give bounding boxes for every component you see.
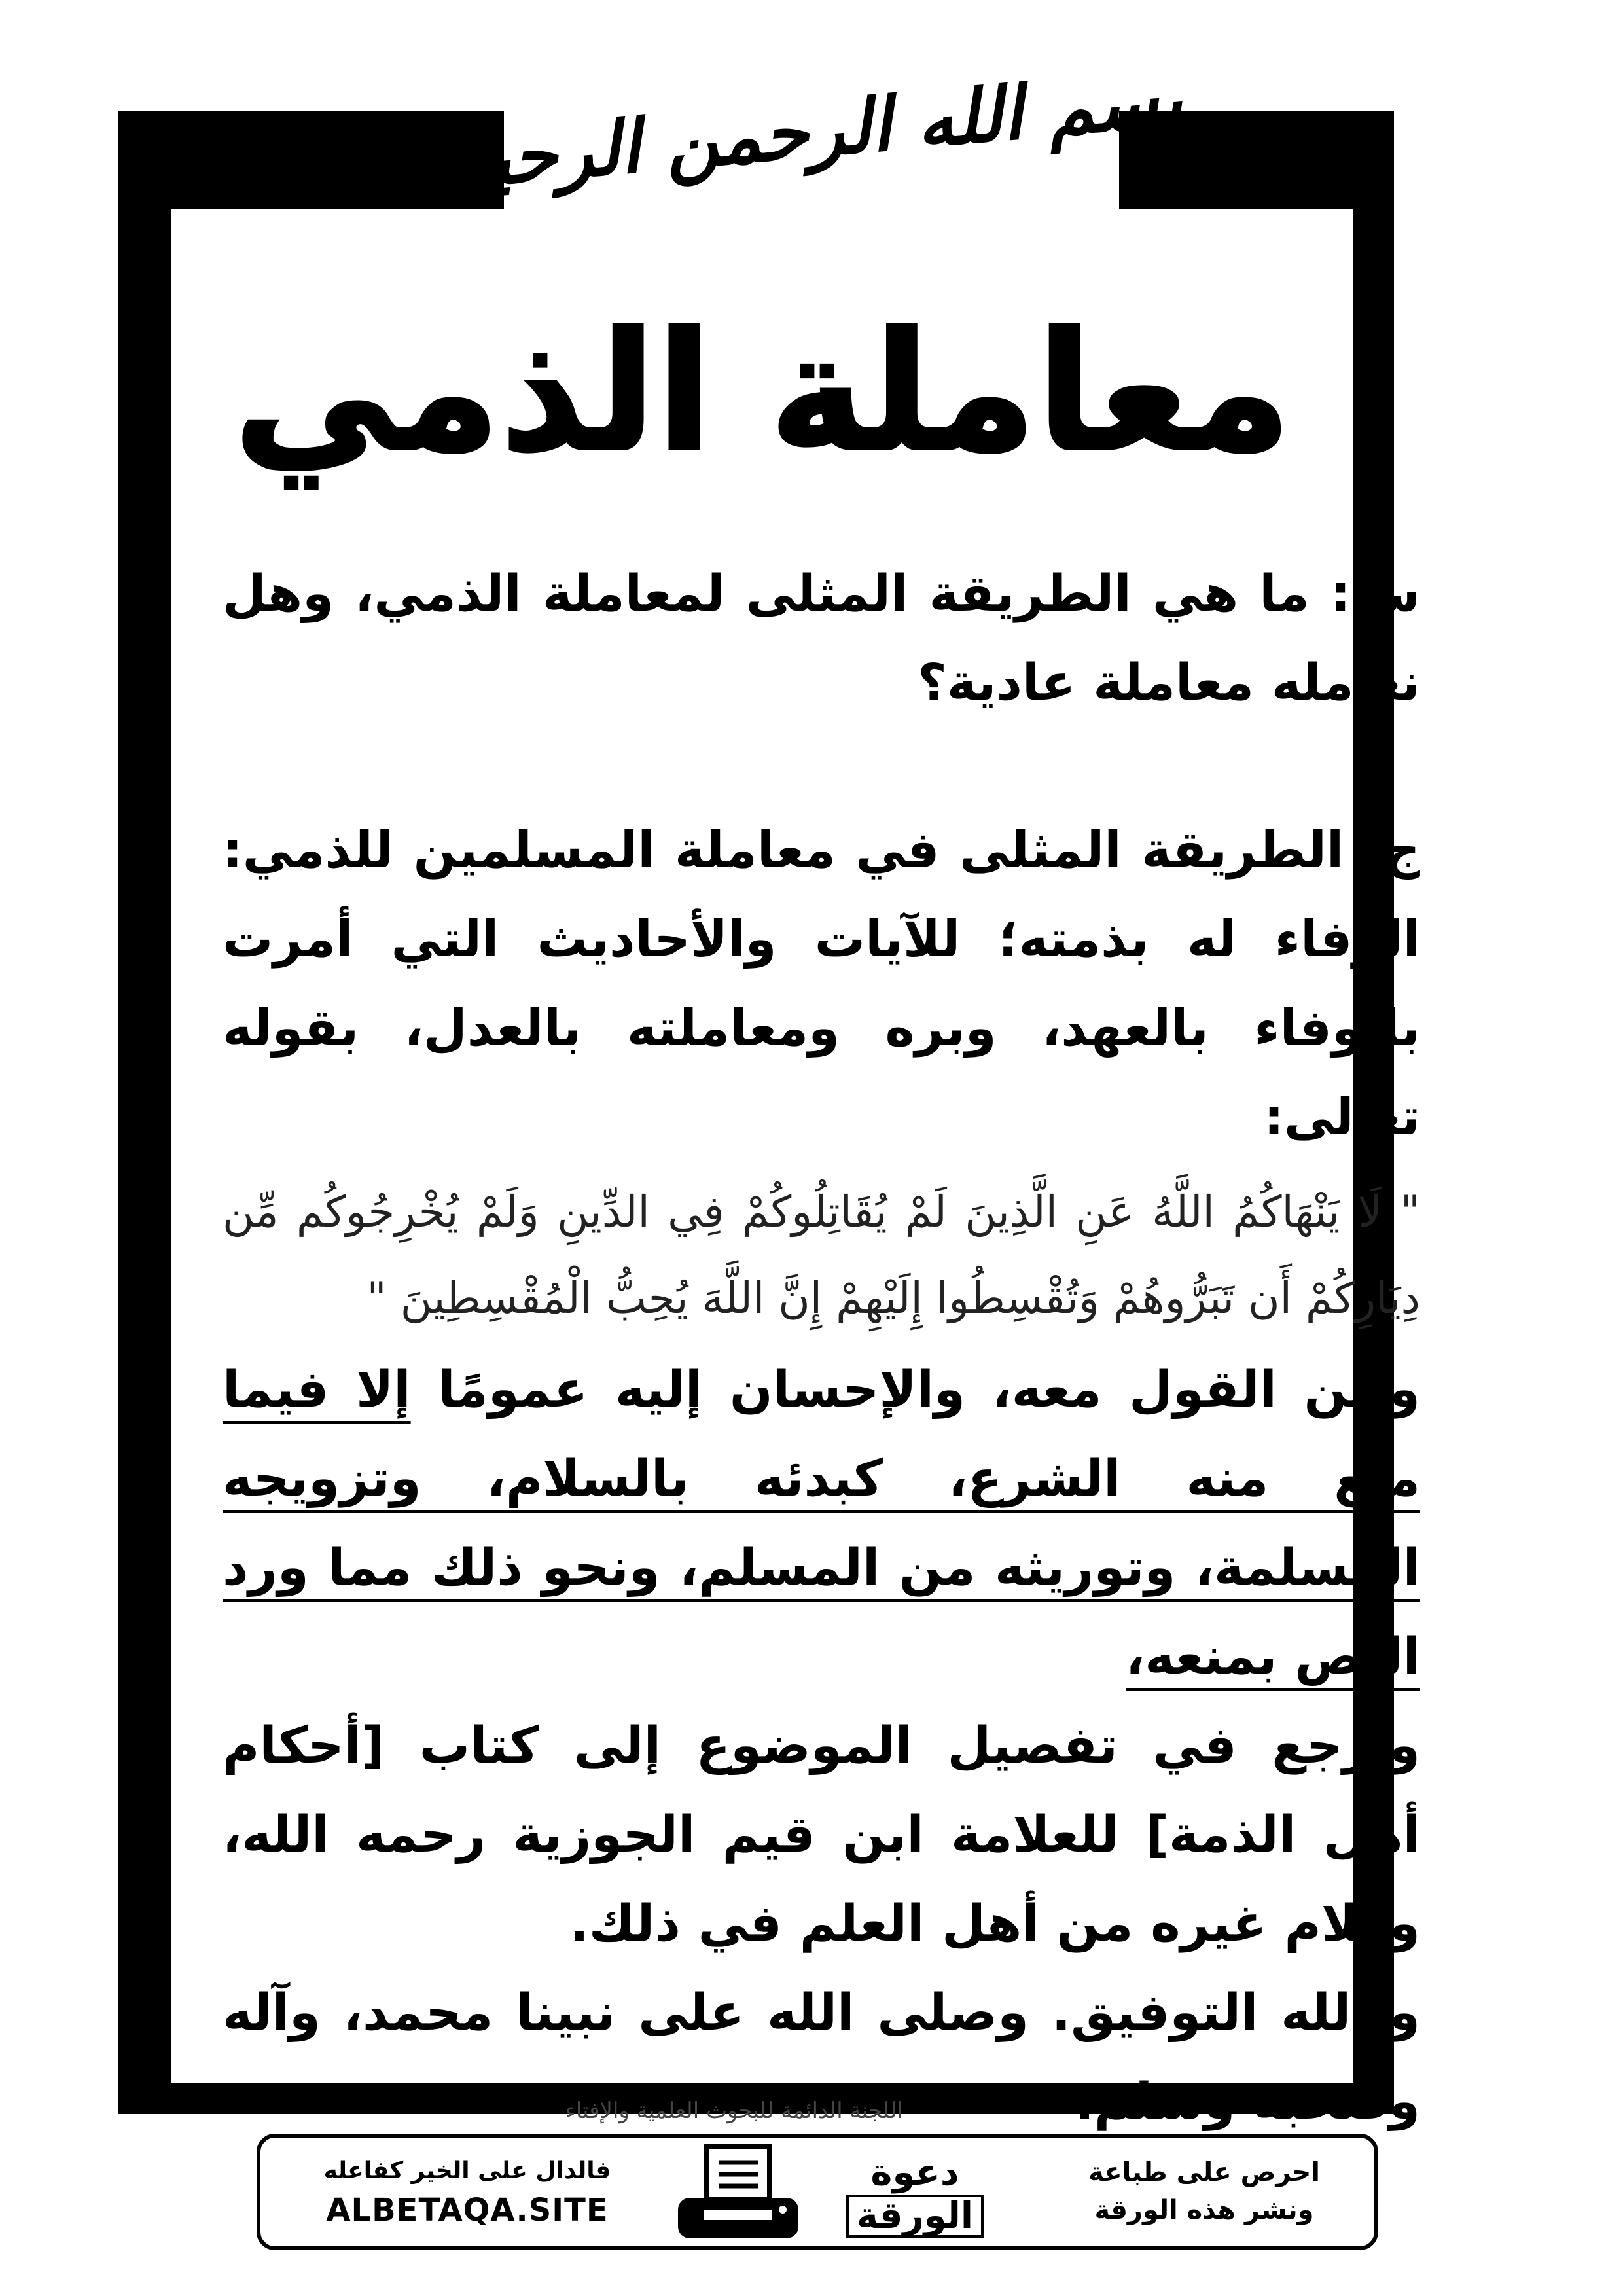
signature: اللجنة الدائمة للبحوث العلمية والإفتاء [565,2098,903,2124]
print-note-line1: احرص على طباعة [1088,2157,1320,2187]
answer-conduct [223,1346,1420,1702]
paragraph-gap [223,728,1420,806]
dawah-logo [836,2142,993,2248]
printer-icon [673,2144,804,2249]
page-title: معاملة الذمي [233,297,1292,488]
print-note-line2: ونشر هذه الورقة [1094,2195,1314,2225]
answer-exception: إلا فيما منع منه الشرع، كبدئه بالسلام، وتزويجه المسلمة، وتوريثه من المسلم، ونحو ذلك مما ورد النص بمنعه، [223,1361,1420,1686]
answer-reference: وارجع في تفصيل الموضوع إلى كتاب [أحكام أهل الذمة] للعلامة ابن قيم الجوزية رحمه الله، وكلام غيره من أهل العلم في ذلك. [223,1717,1420,1953]
footer-motto: فالدال على الخير كفاعله [323,2157,611,2184]
answer-intro: ج: الطريقة المثلى في معاملة المسلمين للذمي: الوفاء له بذمته؛ للآيات والأحاديث التي أمرت بالوفاء بالعهد، وبره ومعاملته بالعدل، بقوله تعالى: [223,821,1420,1147]
footer-website-link[interactable]: ALBETAQA.SITE [326,2192,609,2229]
fatwa-body [223,550,1420,2147]
footer-bar [257,2134,1378,2250]
logo-line2: الورقة [846,2195,984,2238]
question-text: س: ما هي الطريقة المثلى لمعاملة الذمي، وهل نعامله معاملة عادية؟ [223,565,1420,712]
answer-closing: وبالله التوفيق. وصلى الله على نبينا محمد، وآله وصحبه وسلم. [223,1984,1420,2131]
answer-lenience: ولين القول معه، والإحسان إليه عمومًا [438,1361,1420,1419]
basmala-header [437,52,1186,209]
logo-line1: دعوة [870,2151,959,2194]
quran-verse: " لَا يَنْهَاكُمُ اللَّهُ عَنِ الَّذِينَ لَمْ يُقَاتِلُوكُمْ فِي الدِّينِ وَلَمْ يُخْرِجُوكُم مِّن دِيَارِكُمْ أَن تَبَرُّوهُمْ وَتُقْسِطُوا إِلَيْهِمْ إِنَّ اللَّهَ يُحِبُّ الْمُقْسِطِينَ " [223,1187,1420,1323]
footer-website-block [284,2155,651,2233]
basmala-text: بسم الله الرحمن الرحيم [437,56,1186,206]
footer-print-note [1060,2153,1348,2229]
